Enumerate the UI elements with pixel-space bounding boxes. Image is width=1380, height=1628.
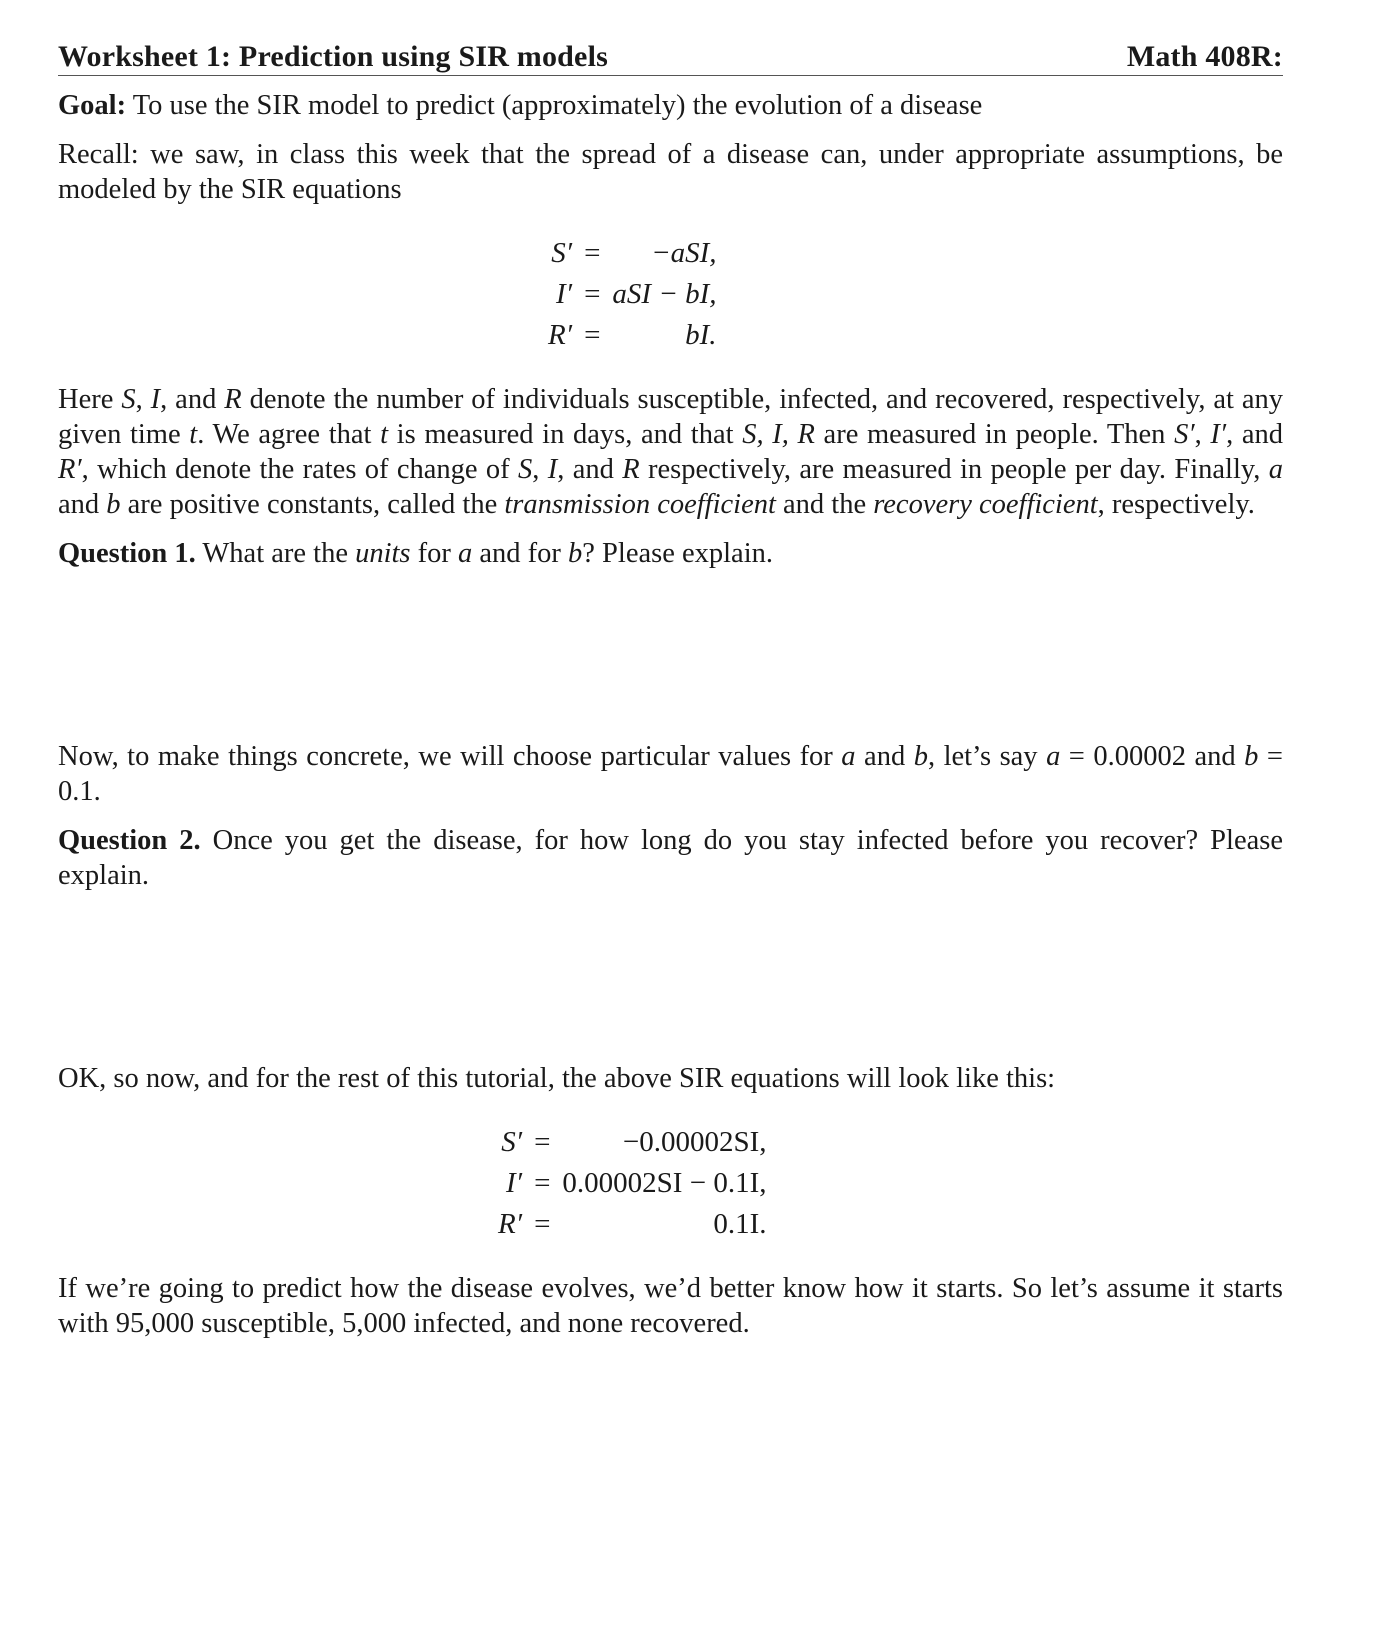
question-2: Question 2. Once you get the disease, for how long do you stay infected before you recover? Please explain.: [58, 825, 1283, 891]
equals-sign: =: [584, 319, 601, 351]
question-1: Question 1. What are the units for a and for b? Please explain.: [58, 538, 774, 569]
initial-conditions-paragraph: If we’re going to predict how the disease evolves, we’d better know how it starts. So let’s assume it starts with 95,000 susceptible, 5,000 infected, and none recovered.: [58, 1273, 1283, 1339]
equation-rhs: aSI − bI,: [612, 278, 717, 310]
term-transmission-coefficient: transmission coefficient: [504, 489, 776, 520]
equation-lhs: I′: [556, 278, 573, 310]
explanation-paragraph: Here S, I, and R denote the number of individuals susceptible, infected, and recovered, respectively, at any given time t. We agree that t is measured in days, and that S, I, R are measured in people. Then S′, I′, and R′, which denote the rates of change of S, I, and R respectively, are measured in people per day. Finally, a and b are positive constants, called the transmission coefficient and the recovery coefficient, respectively.: [58, 384, 1284, 520]
course-label: Math 408R:: [1126, 40, 1283, 73]
sir-equations-general: [548, 233, 717, 356]
equation-lhs: R′: [548, 319, 573, 351]
worksheet-header: [58, 40, 1283, 76]
worksheet-title: Worksheet 1: Prediction using SIR models: [58, 40, 608, 73]
specific-equations-intro: OK, so now, and for the rest of this tutorial, the above SIR equations will look like this:: [58, 1063, 1056, 1094]
recall-paragraph: Recall: we saw, in class this week that the spread of a disease can, under appropriate assumptions, be modeled by the SIR equations: [58, 139, 1283, 205]
equation-lhs: I′: [506, 1167, 523, 1199]
equals-sign: =: [534, 1167, 551, 1199]
equation-lhs: S′: [551, 237, 573, 269]
equals-sign: =: [534, 1208, 551, 1240]
equals-sign: =: [584, 237, 601, 269]
equation-lhs: R′: [498, 1208, 523, 1240]
sir-equations-specific: [498, 1122, 766, 1245]
goal-statement: [58, 88, 1283, 123]
equation-rhs: 0.00002SI − 0.1I,: [562, 1167, 767, 1199]
question-2-label: Question 2.: [58, 825, 201, 856]
goal-label: Goal:: [58, 90, 127, 121]
equation-lhs: S′: [501, 1126, 523, 1158]
equation-rhs: bI.: [685, 319, 717, 351]
equation-rhs: 0.1I.: [713, 1208, 767, 1240]
equals-sign: =: [584, 278, 601, 310]
equals-sign: =: [534, 1126, 551, 1158]
term-recovery-coefficient: recovery coefficient: [873, 489, 1098, 520]
equation-rhs: −aSI,: [651, 237, 717, 269]
worksheet-page: [58, 40, 1283, 1341]
goal-text: To use the SIR model to predict (approximately) the evolution of a disease: [132, 90, 983, 121]
parameter-values-paragraph: Now, to make things concrete, we will choose particular values for a and b, let’s say a = 0.00002 and b = 0.1.: [58, 741, 1283, 807]
question-1-label: Question 1.: [58, 538, 196, 569]
equation-rhs: −0.00002SI,: [622, 1126, 767, 1158]
